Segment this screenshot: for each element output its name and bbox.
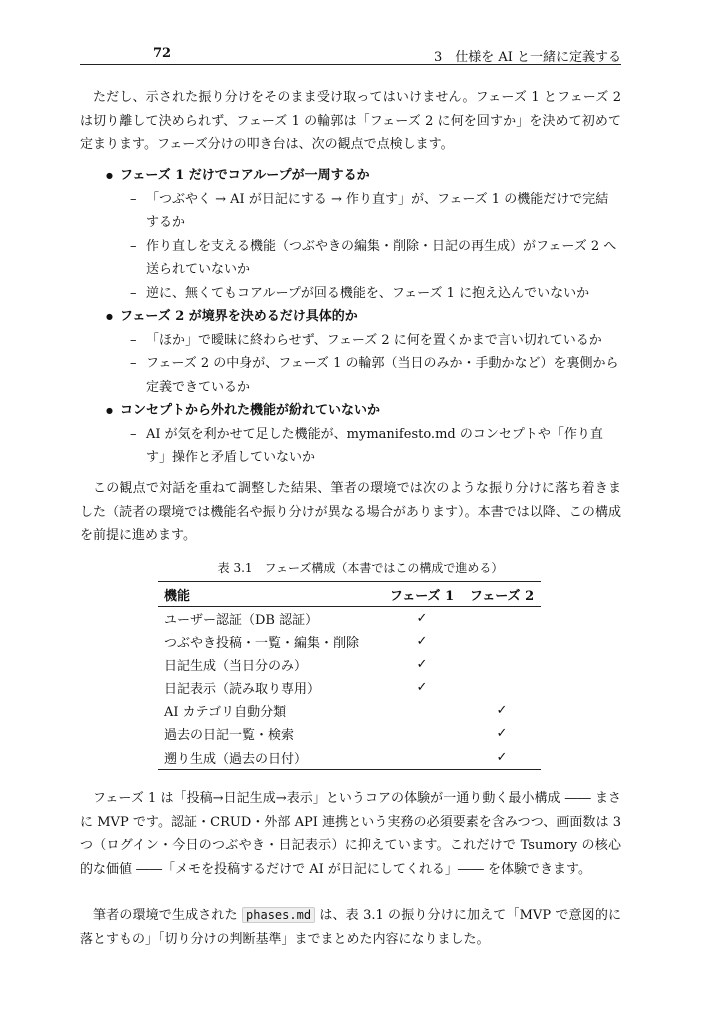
checklist-item: – フェーズ 2 の中身が、フェーズ 1 の輪郭（当日のみか・手動かなど）を裏側から定義できているか	[80, 352, 621, 399]
phase2-check	[461, 653, 541, 676]
column-header-phase1: フェーズ 1	[381, 582, 461, 607]
checklist-item: – 作り直しを支える機能（つぶやきの編集・削除・日記の再生成）がフェーズ 2 へ送られていないか	[80, 235, 621, 282]
checklist-heading: ● フェーズ 2 が境界を決めるだけ具体的か	[80, 305, 621, 329]
table-row	[158, 630, 541, 653]
table-row	[158, 745, 541, 770]
phase1-check: ✓	[416, 634, 428, 649]
page-number: 72	[153, 46, 172, 61]
column-header-phase2: フェーズ 2	[461, 582, 541, 607]
phase2-check: ✓	[461, 745, 541, 770]
table-row	[158, 653, 541, 676]
phase1-check: ✓	[416, 611, 428, 626]
checklist-heading: ● フェーズ 1 だけでコアループが一周するか	[80, 164, 621, 188]
feature-cell: ユーザー認証（DB 認証）	[164, 613, 319, 628]
checklist-item: – 「ほか」で曖昧に終わらせず、フェーズ 2 に何を置くかまで言い切れているか	[80, 329, 621, 353]
column-header-feature: 機能	[158, 582, 381, 607]
phase-table	[158, 581, 541, 770]
table-caption: 表 3.1 フェーズ構成（本書ではこの構成で進める）	[217, 561, 504, 575]
chapter-title: 3 仕様を AI と一緒に定義する	[433, 50, 621, 65]
inline-code-filename: phases.md	[242, 907, 315, 923]
phase1-check	[381, 699, 461, 722]
table-row	[158, 722, 541, 745]
feature-cell: 過去の日記一覧・検索	[164, 728, 295, 743]
phase2-check	[461, 607, 541, 631]
feature-cell: AI カテゴリ自動分類	[164, 705, 287, 720]
intro-paragraph: ただし、示された振り分けをそのまま受け取ってはいけません。フェーズ 1 とフェーズ 2 は切り離して決められず、フェーズ 1 の輪郭は「フェーズ 2 に何を回すか」を決めて初めて定まります。フェーズ分けの叩き台は、次の観点で点検します。	[80, 90, 621, 152]
checklist-heading: ● コンセプトから外れた機能が紛れていないか	[80, 399, 621, 423]
phase2-check: ✓	[496, 726, 508, 741]
checklist-item: – 「つぶやく → AI が日記にする → 作り直す」が、フェーズ 1 の機能だけで完結するか	[80, 188, 621, 235]
closing-text-before: 筆者の環境で生成された	[93, 908, 243, 923]
table-row	[158, 676, 541, 699]
mvp-paragraph: フェーズ 1 は「投稿→日記生成→表示」というコアの体験が一通り動く最小構成 ―― まさに MVP です。認証・CRUD・外部 API 連携という実務の必須要素を含みつつ、画面数は 3 つ（ログイン・今日のつぶやき・日記表示）に抑えています。これだけで Tsumory の核心的な価値 ――「メモを投稿するだけで AI が日記にしてくれる」―― を体験できます。	[80, 791, 621, 877]
feature-cell: 遡り生成（過去の日付）	[158, 745, 381, 770]
table-row	[158, 699, 541, 722]
feature-cell: 日記表示（読み取り専用）	[164, 682, 321, 697]
closing-text-after: は、表 3.1 の振り分けに加えて「MVP で意図的に落とすもの」「切り分けの判断基準」までまとめた内容になりました。	[80, 908, 621, 947]
checklist-item: – 逆に、無くてもコアループが回る機能を、フェーズ 1 に抱え込んでいないか	[80, 282, 621, 306]
phase1-check: ✓	[416, 680, 428, 695]
result-paragraph: この観点で対話を重ねて調整した結果、筆者の環境では次のような振り分けに落ち着きました（読者の環境では機能名や振り分けが異なる場合があります）。本書では以降、この構成を前提に進めます。	[80, 481, 621, 543]
phase2-check	[461, 676, 541, 699]
phase2-check: ✓	[496, 703, 508, 718]
phase1-check: ✓	[416, 657, 428, 672]
table-header-row	[158, 582, 541, 607]
feature-cell: 日記生成（当日分のみ）	[164, 659, 308, 674]
feature-cell: つぶやき投稿・一覧・編集・削除	[164, 636, 360, 651]
table-row	[158, 607, 541, 631]
checklist	[80, 164, 621, 470]
closing-paragraph	[80, 904, 621, 951]
phase2-check	[461, 630, 541, 653]
running-header	[80, 44, 621, 65]
phase1-check	[381, 745, 461, 770]
checklist-item: – AI が気を利かせて足した機能が、mymanifesto.md のコンセプトや「作り直す」操作と矛盾していないか	[80, 423, 621, 470]
phase1-check	[381, 722, 461, 745]
